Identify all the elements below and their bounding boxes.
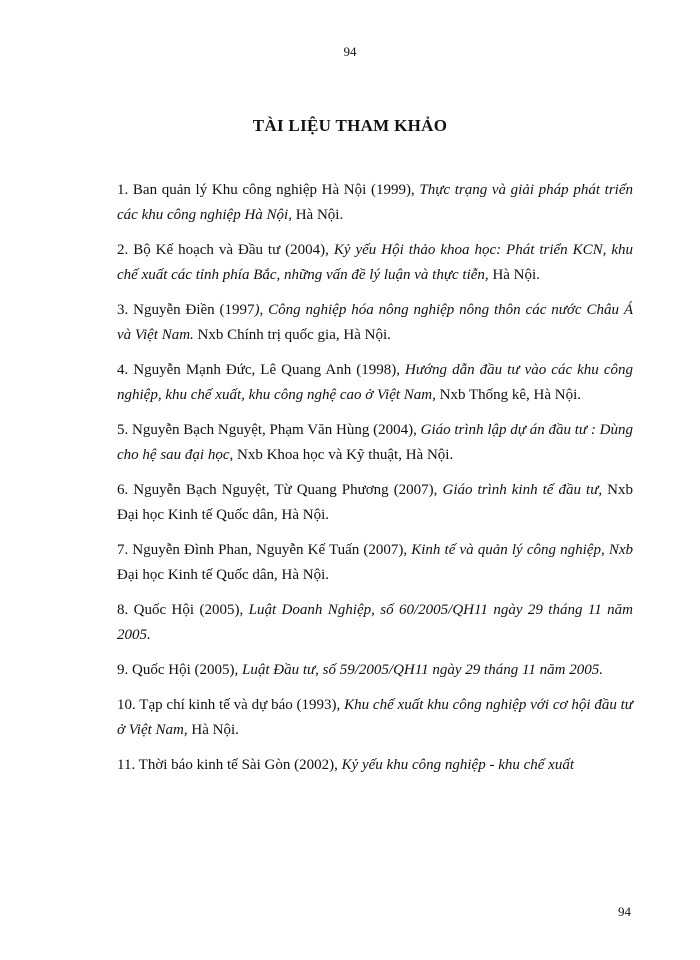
- reference-item: [117, 658, 633, 683]
- page-title: TÀI LIỆU THAM KHẢO: [252, 116, 448, 135]
- reference-author: 1. Ban quản lý Khu công nghiệp Hà Nội (1999),: [117, 182, 420, 198]
- reference-item: [117, 238, 633, 288]
- reference-author: 10. Tạp chí kinh tế và dự báo (1993),: [117, 697, 345, 713]
- page-number-bottom: 94: [618, 904, 631, 919]
- reference-item: [117, 358, 633, 408]
- reference-author: 3. Nguyễn Điền (1997: [117, 302, 255, 318]
- reference-item: [117, 693, 633, 743]
- reference-list: [117, 178, 633, 788]
- reference-author: 6. Nguyễn Bạch Nguyệt, Từ Quang Phương (2007),: [117, 482, 443, 498]
- page-number-top: 94: [343, 44, 357, 59]
- reference-author: 2. Bộ Kế hoạch và Đầu tư (2004),: [117, 242, 334, 258]
- reference-title: Thực trạng và giải pháp phát triển các khu công nghiệp Hà Nội: [117, 182, 633, 223]
- reference-title: Giáo trình kinh tế đầu tư,: [442, 482, 603, 498]
- reference-title: Kỷ yếu Hội thảo khoa học: Phát triển KCN, khu chế xuất các tỉnh phía Bắc, những vấn đề lý luận và thực tiễn,: [117, 242, 633, 283]
- reference-item: [117, 178, 633, 228]
- reference-item: [117, 478, 633, 528]
- reference-author: 4. Nguyễn Mạnh Đức, Lê Quang Anh (1998),: [117, 362, 406, 378]
- reference-title: Kinh tế và quản lý công nghiệp, Nxb: [411, 542, 633, 558]
- reference-publisher: , Nxb Khoa học và Kỹ thuật, Hà Nội.: [229, 447, 454, 463]
- reference-title: Khu chế xuất khu công nghiệp với cơ hội đầu tư ở Việt Nam,: [117, 697, 633, 738]
- reference-item: [117, 418, 633, 468]
- reference-publisher: , Hà Nội.: [288, 207, 344, 223]
- reference-publisher: Hà Nội.: [488, 267, 540, 283]
- reference-author: 11. Thời báo kinh tế Sài Gòn (2002),: [117, 757, 342, 773]
- reference-author: 9. Quốc Hội (2005),: [117, 662, 242, 678]
- reference-publisher: Nxb Thống kê, Hà Nội.: [435, 387, 582, 403]
- reference-item: [117, 538, 633, 588]
- reference-publisher: Nxb Đại học Kinh tế Quốc dân, Hà Nội.: [117, 482, 634, 523]
- reference-publisher: Nxb Chính trị quốc gia, Hà Nội.: [193, 327, 391, 343]
- reference-title: Giáo trình lập dự án đầu tư : Dùng cho hệ sau đại học: [117, 422, 633, 463]
- reference-publisher: Hà Nội.: [187, 722, 239, 738]
- reference-title: Luật Đầu tư, số 59/2005/QH11 ngày 29 tháng 11 năm 2005.: [241, 662, 603, 678]
- reference-author: 7. Nguyễn Đình Phan, Nguyễn Kế Tuấn (2007),: [117, 542, 412, 558]
- reference-item: [117, 598, 633, 648]
- reference-title: Luật Doanh Nghiệp, số 60/2005/QH11 ngày 29 tháng 11 năm 2005.: [117, 602, 633, 643]
- reference-item: [117, 298, 633, 348]
- reference-title: Hướng dẫn đầu tư vào các khu công nghiệp, khu chế xuất, khu công nghệ cao ở Việt Nam,: [117, 362, 634, 403]
- reference-publisher: Đại học Kinh tế Quốc dân, Hà Nội.: [117, 567, 330, 583]
- reference-author: 5. Nguyễn Bạch Nguyệt, Phạm Văn Hùng (2004),: [117, 422, 421, 438]
- reference-author: 8. Quốc Hội (2005),: [117, 602, 249, 618]
- reference-item: [117, 753, 633, 778]
- reference-title: ), Công nghiệp hóa nông nghiệp nông thôn các nước Châu Á và Việt Nam.: [117, 302, 633, 343]
- reference-title: Kỷ yếu khu công nghiệp - khu chế xuất: [341, 757, 574, 773]
